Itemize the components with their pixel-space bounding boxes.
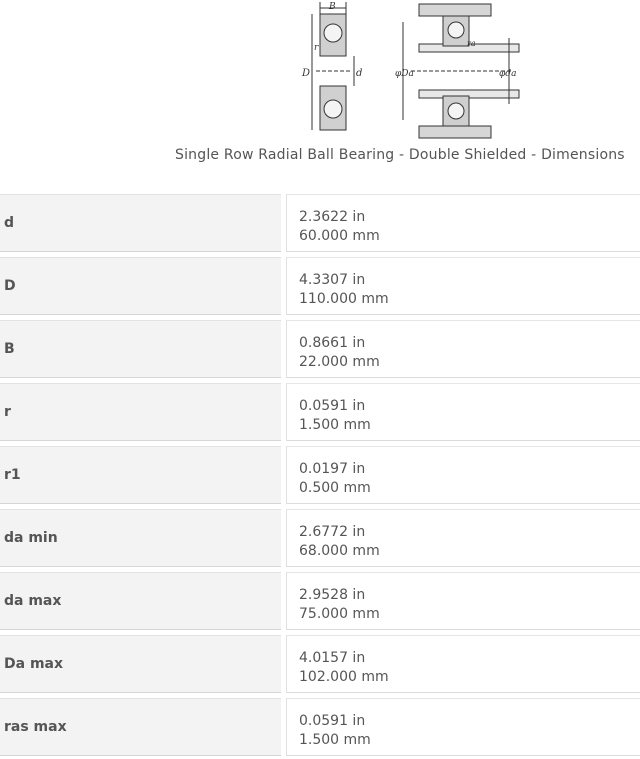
value-mm: 1.500 mm xyxy=(299,417,371,433)
dimension-name-cell xyxy=(0,383,281,441)
value-inches: 0.0591 in xyxy=(299,713,366,729)
value-mm: 22.000 mm xyxy=(299,354,380,370)
table-row xyxy=(0,507,640,570)
dimension-name: D xyxy=(4,278,16,294)
dim-label-da: φda xyxy=(499,69,517,79)
bearing-section-drawing xyxy=(290,0,370,136)
dimension-name-cell xyxy=(0,446,281,504)
dimension-value-cell xyxy=(286,257,640,315)
dimension-value-cell xyxy=(286,698,640,756)
dimension-name: r1 xyxy=(4,467,21,483)
table-row xyxy=(0,633,640,696)
dimensions-table xyxy=(0,192,640,748)
dimension-value-cell xyxy=(286,446,640,504)
dimension-name-cell xyxy=(0,509,281,567)
dimension-name-cell xyxy=(0,320,281,378)
value-inches: 2.6772 in xyxy=(299,524,366,540)
table-row xyxy=(0,444,640,507)
figure-caption: Single Row Radial Ball Bearing - Double Shielded - Dimensions xyxy=(175,147,625,163)
dimension-name: Da max xyxy=(4,656,64,672)
table-row xyxy=(0,255,640,318)
value-inches: 4.0157 in xyxy=(299,650,366,666)
table-row xyxy=(0,381,640,444)
dimension-name-cell xyxy=(0,698,281,756)
value-mm: 110.000 mm xyxy=(299,291,389,307)
dimension-name: ras max xyxy=(4,719,67,735)
value-inches: 4.3307 in xyxy=(299,272,366,288)
dimension-value-cell xyxy=(286,635,640,693)
table-row xyxy=(0,696,640,759)
dim-label-D: D xyxy=(302,68,311,79)
mounting-drawing xyxy=(393,0,523,142)
dimension-value-cell xyxy=(286,383,640,441)
dimension-name-cell xyxy=(0,194,281,252)
table-row xyxy=(0,192,640,255)
dimension-value-cell xyxy=(286,509,640,567)
value-mm: 60.000 mm xyxy=(299,228,380,244)
value-mm: 1.500 mm xyxy=(299,732,371,748)
dimension-name: d xyxy=(4,215,15,231)
dimension-value-cell xyxy=(286,320,640,378)
table-row xyxy=(0,570,640,633)
dimension-name: B xyxy=(4,341,15,357)
dimension-name: da max xyxy=(4,593,62,609)
value-mm: 75.000 mm xyxy=(299,606,380,622)
dim-label-Da: φDa xyxy=(395,69,414,79)
value-mm: 68.000 mm xyxy=(299,543,380,559)
dimension-name: r xyxy=(4,404,11,420)
dimension-value-cell xyxy=(286,194,640,252)
bearing-diagram xyxy=(0,0,640,190)
dim-label-r: r xyxy=(314,43,319,53)
value-inches: 0.8661 in xyxy=(299,335,366,351)
dimension-name-cell xyxy=(0,257,281,315)
dimension-value-cell xyxy=(286,572,640,630)
value-inches: 2.9528 in xyxy=(299,587,366,603)
dimension-name: da min xyxy=(4,530,58,546)
dim-label-B: B xyxy=(329,2,336,12)
dim-label-ra: ra xyxy=(467,39,476,48)
table-row xyxy=(0,318,640,381)
value-inches: 2.3622 in xyxy=(299,209,366,225)
value-inches: 0.0591 in xyxy=(299,398,366,414)
value-mm: 0.500 mm xyxy=(299,480,371,496)
value-mm: 102.000 mm xyxy=(299,669,389,685)
dim-label-d: d xyxy=(356,68,363,79)
dimension-name-cell xyxy=(0,635,281,693)
value-inches: 0.0197 in xyxy=(299,461,366,477)
dimension-name-cell xyxy=(0,572,281,630)
